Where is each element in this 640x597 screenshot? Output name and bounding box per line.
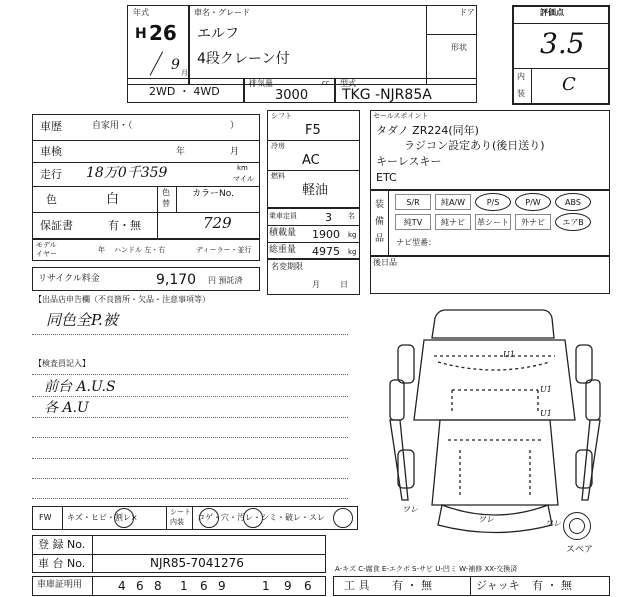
- inspection-year-unit: 年: [176, 147, 186, 157]
- inspector-note-1: 前台 A.U.S: [44, 379, 116, 395]
- fw-label: FW: [39, 513, 52, 522]
- damage-mark-5: ワレ: [478, 515, 494, 524]
- tools-value: 有 ・ 無: [392, 579, 432, 592]
- name-change-label: 名変期限: [271, 262, 303, 271]
- exhibitor-label: 【出品店申告欄（不良箇所・欠品・注意事項等）: [34, 295, 210, 304]
- model-year-label-2: イヤー: [36, 250, 57, 258]
- equip-nav: 純ナビ: [435, 214, 471, 230]
- interior-label-2: 装: [517, 89, 525, 98]
- name-label: 車名・グレード: [194, 8, 250, 17]
- fuel-value: 軽油: [302, 183, 329, 198]
- vehicle-grade: 4段クレーン付: [197, 51, 290, 67]
- damage-mark-2: U1: [540, 409, 552, 418]
- cc-unit: cc: [322, 79, 330, 87]
- load-value: 1900: [312, 228, 340, 241]
- ac-label: 冷房: [271, 142, 285, 150]
- weight-label: 総重量: [269, 245, 297, 255]
- chassis-value: NJR85-7041276: [150, 556, 244, 570]
- equip-ps: P/S: [475, 193, 511, 211]
- nav-model-label: ナビ型番：: [396, 238, 436, 247]
- chassis-label: 車 台 No.: [38, 557, 86, 570]
- name-box: [189, 5, 477, 85]
- cert-label: 車庫証明用: [37, 580, 83, 590]
- fuel-label: 燃料: [271, 172, 285, 180]
- mileage-value: 18万0千359: [86, 165, 168, 181]
- km-unit: km: [237, 164, 248, 172]
- damage-mark-1: U1: [503, 350, 515, 359]
- vehicle-name: エルフ: [197, 26, 239, 42]
- month-value: 9: [171, 57, 180, 73]
- sales-line-4: ETC: [376, 171, 397, 184]
- shift-value: F5: [305, 123, 321, 138]
- color-change-1: 色: [162, 188, 170, 197]
- jack-value: 有 ・ 無: [532, 579, 572, 592]
- model-year-unit: 年: [98, 246, 105, 254]
- model-year-label-1: モデル: [36, 241, 57, 249]
- interior-label-1: 内: [517, 72, 525, 81]
- capacity-value: 3: [325, 211, 332, 224]
- capacity-label: 乗車定員: [269, 212, 297, 220]
- sales-line-2: ラジコン設定あり(後日送り): [404, 139, 545, 152]
- weight-unit: kg: [348, 248, 357, 256]
- equip-ext-nav: 外ナビ: [515, 214, 551, 230]
- mileage-label: 走行: [40, 168, 62, 181]
- warranty-value: 有・無: [108, 219, 141, 232]
- year-label: 年式: [133, 8, 149, 17]
- damage-mark-4: ワレ: [402, 505, 418, 514]
- spare-label: スペア: [566, 545, 594, 555]
- cert-digit-3: 8: [154, 579, 162, 593]
- shift-label: シフト: [271, 112, 292, 120]
- color-no-value: 729: [203, 214, 232, 232]
- history-label: 車歴: [40, 120, 62, 133]
- inspection-label: 車検: [40, 145, 62, 158]
- recycle-value: 9,170: [156, 272, 197, 288]
- score-label: 評価点: [540, 8, 564, 17]
- equip-pw: P/W: [515, 193, 551, 211]
- month-unit: 月: [181, 69, 188, 77]
- year-box: [127, 5, 189, 85]
- cert-digit-8: 9: [284, 579, 292, 593]
- dealer-label: ディーラー・並行: [196, 246, 252, 254]
- name-change-day: 日: [340, 280, 348, 289]
- seat-label-1: シート: [170, 508, 191, 516]
- history-value: 自家用・（: [92, 121, 133, 131]
- drive-value: 2WD ・ 4WD: [149, 85, 220, 98]
- cert-digit-7: 1: [262, 579, 270, 593]
- cert-digit-6: 9: [218, 579, 226, 593]
- damage-mark-6: ワレ: [545, 519, 561, 528]
- equipment-label-3: 品: [375, 234, 385, 244]
- shape-label: 形状: [451, 43, 467, 52]
- equip-airbag: エアB: [555, 213, 591, 231]
- warranty-label: 保証書: [40, 219, 73, 232]
- damage-mark-3: U1: [540, 385, 552, 394]
- color-change-2: 替: [162, 199, 170, 208]
- equip-sr: S/R: [395, 194, 431, 210]
- after-box: [370, 256, 610, 294]
- load-unit: kg: [348, 231, 357, 239]
- load-label: 積載量: [269, 228, 297, 238]
- displacement-label: 排気量: [249, 79, 273, 88]
- equip-leather: 革シート: [475, 214, 511, 230]
- cert-digit-9: 6: [304, 579, 312, 593]
- after-label: 後日品: [373, 258, 397, 267]
- recycle-label: リサイクル料金: [38, 274, 100, 284]
- recycle-unit: 円 預託済: [208, 276, 243, 285]
- cert-digit-2: 6: [136, 579, 144, 593]
- equipment-label-2: 備: [375, 217, 385, 227]
- sales-line-1: タダノ ZR224(同年): [376, 124, 479, 137]
- seat-label-2: 内装: [170, 518, 184, 526]
- year-value: 26: [149, 21, 177, 45]
- ac-value: AC: [302, 153, 320, 168]
- sales-label: セールスポイント: [373, 112, 429, 120]
- inspector-label: 【検査員記入】: [34, 359, 90, 368]
- mile-unit: マイル: [233, 175, 254, 183]
- seat-items: コゲ・穴・汚レ・シミ・破レ・スレ: [197, 513, 325, 522]
- color-no-label: カラーNo.: [192, 189, 234, 199]
- equip-aw: 純A/W: [435, 194, 471, 210]
- color-label: 色: [46, 193, 57, 206]
- sales-line-3: キーレスキー: [376, 155, 442, 168]
- equip-abs: ABS: [555, 193, 591, 211]
- handle-label: ハンドル 左・右: [114, 246, 166, 254]
- inspection-month-unit: 月: [230, 147, 240, 157]
- displacement-value: 3000: [275, 88, 309, 103]
- score-value: 3.5: [540, 27, 585, 60]
- cert-digit-1: 4: [118, 579, 126, 593]
- name-change-month: 月: [312, 280, 320, 289]
- capacity-unit: 名: [348, 212, 355, 220]
- tools-label: 工 具: [344, 579, 370, 592]
- year-era: H: [135, 26, 147, 42]
- door-label: ドア: [459, 8, 475, 17]
- model-value: TKG -NJR85A: [342, 87, 432, 103]
- cert-digit-4: 1: [180, 579, 188, 593]
- equipment-label-1: 装: [375, 200, 385, 210]
- fw-items: キズ・ヒビ・割レ×: [67, 513, 138, 522]
- color-value: 白: [106, 192, 120, 207]
- damage-legend: A-キズ C-腐食 E-エクボ S-サビ U-凹ミ W-補修 XX-交換済: [335, 565, 518, 573]
- registration-label: 登 録 No.: [38, 538, 86, 551]
- exhibitor-note: 同色全P.被: [46, 311, 118, 329]
- history-close: ）: [230, 121, 240, 131]
- equip-tv: 純TV: [395, 214, 431, 230]
- inspector-note-2: 各 A.U: [44, 400, 89, 416]
- interior-value: C: [562, 74, 576, 95]
- jack-label: ジャッキ: [476, 579, 520, 592]
- cert-digit-5: 6: [200, 579, 208, 593]
- model-label: 型式: [340, 79, 356, 88]
- weight-value: 4975: [312, 245, 340, 258]
